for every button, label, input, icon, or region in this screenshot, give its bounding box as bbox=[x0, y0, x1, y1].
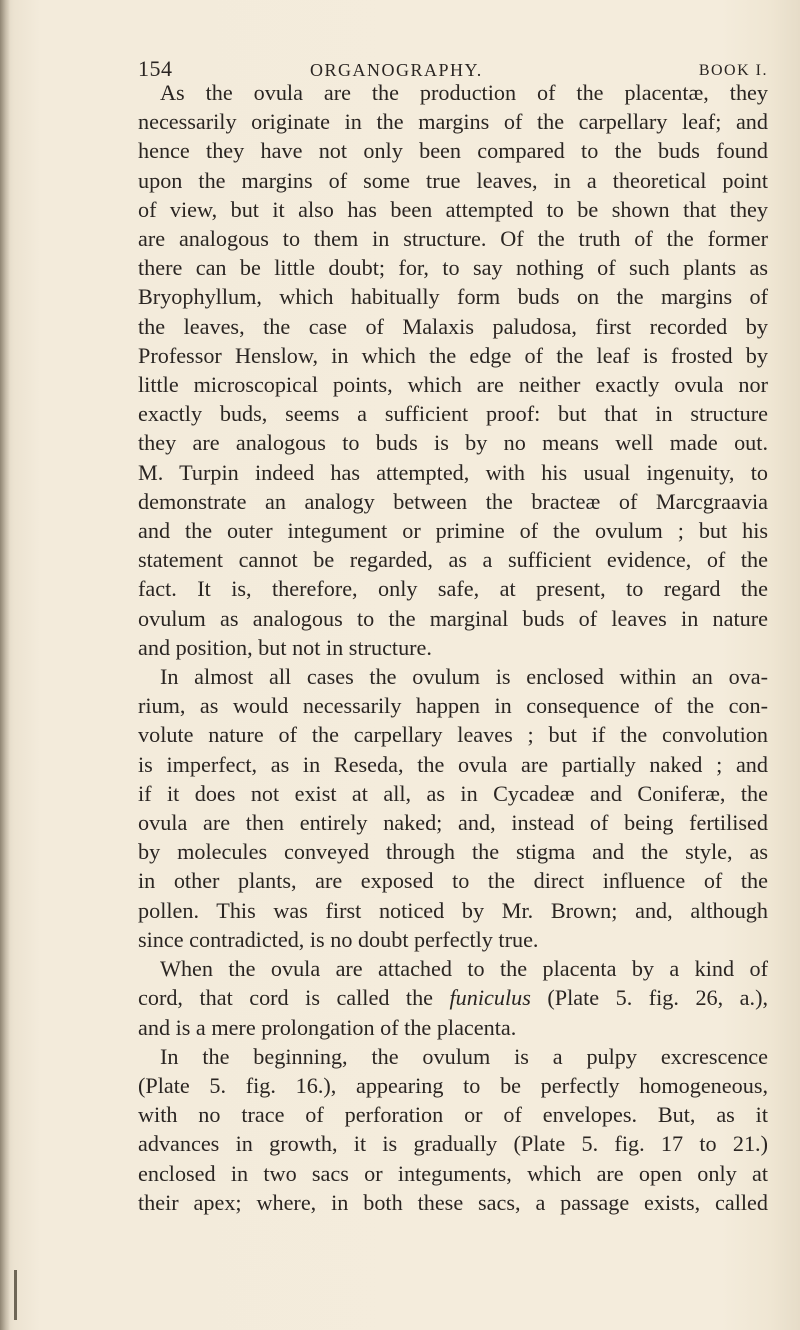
text-line: enclosed in two sacs or integuments, which are open only at bbox=[138, 1160, 768, 1186]
text-line: exactly buds, seems a sufficient proof: but that in structure bbox=[138, 401, 768, 427]
text-line: upon the margins of some true leaves, in a theoretical point bbox=[138, 167, 768, 193]
text-line: by molecules conveyed through the stigma and the style, as bbox=[138, 839, 768, 865]
margin-mark bbox=[14, 1270, 17, 1320]
text-line: M. Turpin indeed has attempted, with his usual ingenuity, to bbox=[138, 459, 768, 485]
text-line: and is a mere prolongation of the placenta. bbox=[138, 1014, 517, 1040]
text-line: demonstrate an analogy between the bracteæ of Marcgraavia bbox=[138, 488, 768, 514]
page-gutter-shadow bbox=[0, 0, 10, 1330]
text-line: their apex; where, in both these sacs, a passage exists, called bbox=[138, 1189, 768, 1215]
body-text bbox=[138, 78, 768, 1217]
text-line: volute nature of the carpellary leaves ; but if the convolution bbox=[138, 722, 768, 748]
text-line: of view, but it also has been attempted to be shown that they bbox=[138, 196, 768, 222]
text-line: (Plate 5. fig. 16.), appearing to be perfectly homogeneous, bbox=[138, 1072, 768, 1098]
text-line: little microscopical points, which are neither exactly ovula nor bbox=[138, 372, 768, 398]
text-line: When the ovula are attached to the placenta by a kind of bbox=[160, 956, 768, 982]
text-line: and position, but not in structure. bbox=[138, 634, 432, 660]
book-label: BOOK I. bbox=[698, 62, 768, 79]
text-line: since contradicted, is no doubt perfectly true. bbox=[138, 926, 539, 952]
text-line: In almost all cases the ovulum is enclosed within an ova- bbox=[160, 664, 768, 690]
text-line: Bryophyllum, which habitually form buds on the margins of bbox=[138, 284, 768, 310]
text-line: ovulum as analogous to the marginal buds of leaves in nature bbox=[138, 605, 768, 631]
running-title: ORGANOGRAPHY. bbox=[310, 60, 483, 80]
text-line: hence they have not only been compared to the buds found bbox=[138, 138, 768, 164]
text-line: As the ovula are the production of the placentæ, they bbox=[160, 80, 768, 105]
text-line: cord, that cord is called the funiculus (Plate 5. fig. 26, a.), bbox=[138, 985, 768, 1011]
text-line: statement cannot be regarded, as a sufficient evidence, of the bbox=[138, 547, 768, 573]
text-line: necessarily originate in the margins of the carpellary leaf; and bbox=[138, 109, 768, 135]
text-line: with no trace of perforation or of envelopes. But, as it bbox=[138, 1102, 768, 1128]
text-line: in other plants, are exposed to the direct influence of the bbox=[138, 868, 768, 894]
text-line: and the outer integument or primine of the ovulum ; but his bbox=[138, 518, 768, 544]
text-line: there can be little doubt; for, to say nothing of such plants as bbox=[138, 255, 768, 281]
text-line: the leaves, the case of Malaxis paludosa, first recorded by bbox=[138, 313, 768, 339]
text-line: fact. It is, therefore, only safe, at present, to regard the bbox=[138, 576, 768, 602]
text-line: In the beginning, the ovulum is a pulpy excrescence bbox=[160, 1043, 768, 1069]
text-line: ovula are then entirely naked; and, instead of being fertilised bbox=[138, 810, 768, 836]
text-line: is imperfect, as in Reseda, the ovula are partially naked ; and bbox=[138, 751, 768, 777]
text-line: are analogous to them in structure. Of the truth of the former bbox=[138, 226, 768, 252]
page-number: 154 bbox=[138, 56, 173, 81]
text-line: advances in growth, it is gradually (Plate 5. fig. 17 to 21.) bbox=[138, 1131, 768, 1157]
text-line: they are analogous to buds is by no means well made out. bbox=[138, 430, 768, 456]
text-line: Professor Henslow, in which the edge of the leaf is frosted by bbox=[138, 342, 768, 368]
text-line: if it does not exist at all, as in Cycadeæ and Coniferæ, the bbox=[138, 780, 768, 806]
text-line: rium, as would necessarily happen in consequence of the con- bbox=[138, 693, 768, 719]
italic-term: funiculus bbox=[449, 985, 531, 1011]
text-line: pollen. This was first noticed by Mr. Brown; and, although bbox=[138, 897, 768, 923]
